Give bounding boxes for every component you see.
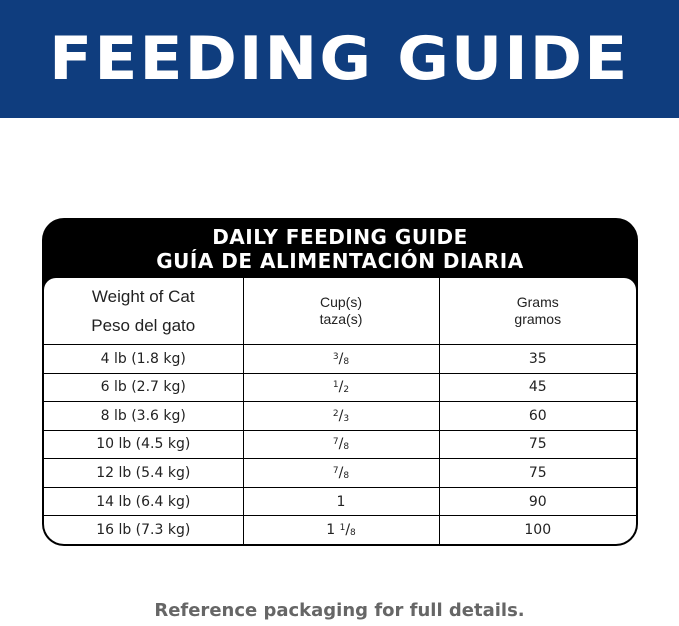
- cups-denominator: 2: [343, 385, 350, 396]
- weight-header-spanish: Peso del gato: [91, 316, 196, 335]
- cups-cell: [243, 430, 439, 459]
- cups-numerator: 2: [332, 408, 339, 419]
- cups-amount: $^1/_2$: [332, 379, 350, 396]
- weight-cell: 6 lb (2.7 kg): [44, 373, 243, 402]
- cups-denominator: 8: [343, 471, 350, 482]
- cups-cell: [243, 373, 439, 402]
- table-title-spanish: GUÍA DE ALIMENTACIÓN DIARIA: [156, 249, 524, 273]
- grams-cell: 75: [439, 430, 636, 459]
- cups-amount: 1 $^1/_8$: [326, 522, 356, 539]
- cups-numerator: 7: [332, 466, 339, 477]
- cups-numerator: 7: [332, 437, 339, 448]
- cups-denominator: 8: [343, 442, 350, 453]
- cups-header-english: Cup(s): [319, 294, 362, 310]
- table-row: [44, 373, 636, 402]
- cups-amount: $^7/_8$: [332, 436, 350, 453]
- grams-cell: 75: [439, 459, 636, 488]
- cups-denominator: 8: [350, 528, 356, 539]
- weight-cell: 10 lb (4.5 kg): [44, 430, 243, 459]
- weight-column-header: [44, 278, 243, 345]
- cups-amount: [337, 494, 346, 510]
- table-row: [44, 402, 636, 431]
- table-row: [44, 345, 636, 374]
- grams-cell: 45: [439, 373, 636, 402]
- table-row: [44, 459, 636, 488]
- cups-amount: $^7/_8$: [332, 465, 350, 482]
- cups-numerator: 3: [332, 351, 339, 362]
- cups-denominator: 8: [343, 356, 350, 367]
- cups-numerator: 1: [339, 523, 346, 534]
- feeding-table-header: [44, 220, 636, 278]
- cups-cell: [243, 487, 439, 516]
- cups-amount: $^2/_3$: [332, 407, 350, 424]
- cups-amount: $^3/_8$: [332, 350, 350, 367]
- table-row: [44, 516, 636, 544]
- table-title-english: DAILY FEEDING GUIDE: [212, 225, 468, 249]
- feeding-table: [42, 218, 638, 546]
- cups-cell: [243, 459, 439, 488]
- title-banner: [0, 0, 679, 118]
- cups-cell: [243, 402, 439, 431]
- grams-column-header: [439, 278, 636, 345]
- cups-cell: [243, 516, 439, 544]
- grams-cell: 35: [439, 345, 636, 374]
- weight-cell: 8 lb (3.6 kg): [44, 402, 243, 431]
- feeding-table-body: [44, 278, 636, 544]
- cups-cell: [243, 345, 439, 374]
- cups-header-spanish: taza(s): [319, 311, 363, 327]
- cups-whole: 1: [326, 522, 336, 539]
- page-title: FEEDING GUIDE: [49, 24, 630, 94]
- weight-cell: 14 lb (6.4 kg): [44, 487, 243, 516]
- grams-cell: 60: [439, 402, 636, 431]
- table-row: [44, 487, 636, 516]
- column-header-row: [44, 278, 636, 345]
- grams-cell: 90: [439, 487, 636, 516]
- cups-whole: 1: [336, 493, 346, 510]
- cups-column-header: [243, 278, 439, 345]
- cups-denominator: 3: [343, 413, 350, 424]
- table-row: [44, 430, 636, 459]
- weight-cell: 12 lb (5.4 kg): [44, 459, 243, 488]
- weight-cell: 4 lb (1.8 kg): [44, 345, 243, 374]
- grams-cell: 100: [524, 522, 552, 539]
- feeding-rows: [44, 345, 636, 545]
- weight-cell: 16 lb (7.3 kg): [44, 516, 243, 544]
- grams-header-english: Grams: [516, 294, 559, 310]
- cups-numerator: 1: [332, 380, 339, 391]
- footer-note: Reference packaging for full details.: [154, 600, 525, 621]
- weight-header-english: Weight of Cat: [91, 287, 195, 306]
- feeding-grid: [44, 278, 636, 544]
- grams-header-spanish: gramos: [514, 311, 562, 327]
